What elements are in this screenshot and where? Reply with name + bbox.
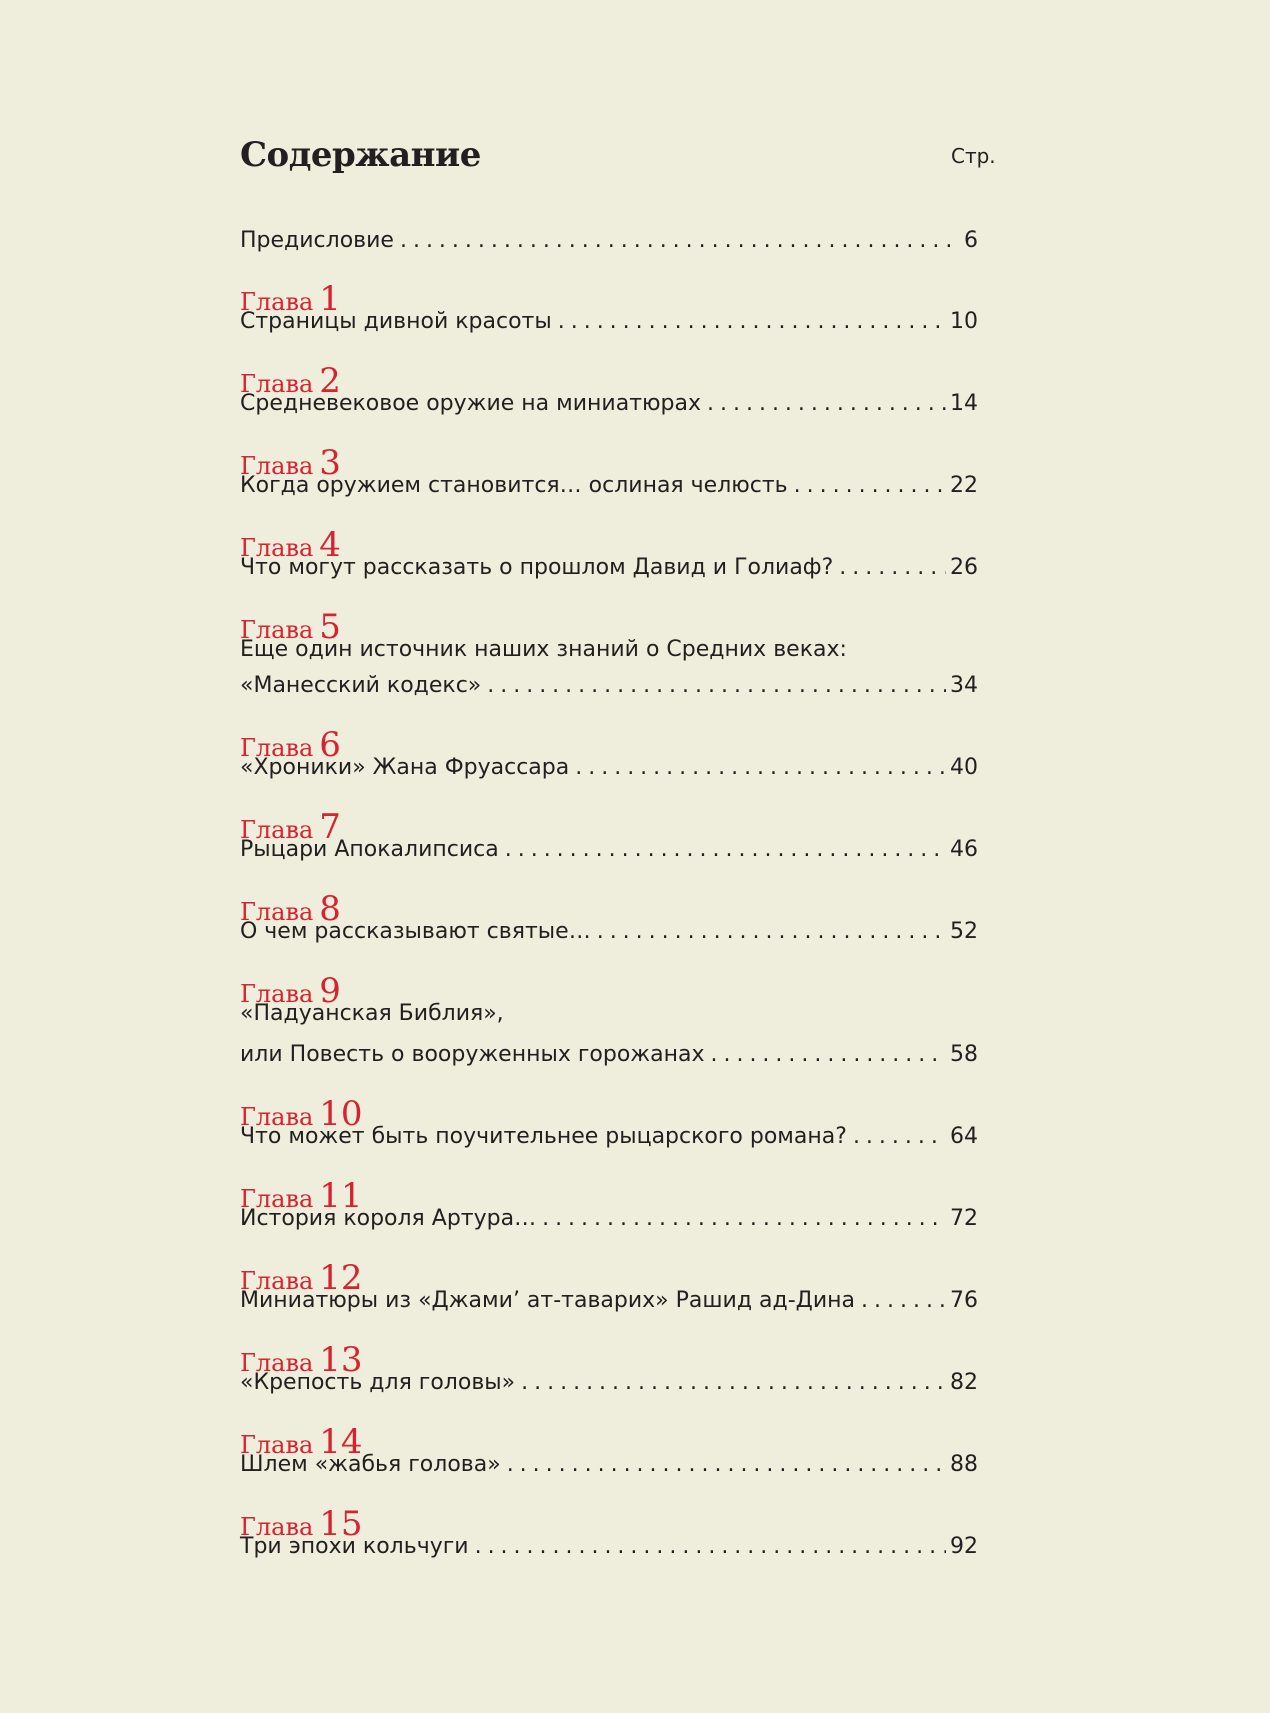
chapter-entry-2[interactable] xyxy=(240,393,978,415)
entry-page-number: 72 xyxy=(950,1206,978,1231)
chapter-number: 10 xyxy=(319,1094,363,1134)
dot-leader xyxy=(794,475,946,497)
chapter-entry-8[interactable] xyxy=(240,921,978,943)
entry-page-number: 34 xyxy=(950,673,978,698)
chapter-word: Глава xyxy=(240,370,314,398)
chapter-number: 5 xyxy=(319,607,341,647)
entry-page-number: 92 xyxy=(950,1534,978,1559)
chapter-entry-14[interactable] xyxy=(240,1454,978,1476)
chapter-word: Глава xyxy=(240,816,314,844)
entry-title: или Повесть о вооруженных горожанах xyxy=(240,1042,705,1067)
entry-page-number: 26 xyxy=(950,555,978,580)
chapter-number: 13 xyxy=(319,1340,363,1380)
chapter-entry-9[interactable] xyxy=(240,1044,978,1066)
dot-leader xyxy=(575,757,946,779)
entry-title: Что могут рассказать о прошлом Давид и Голиаф? xyxy=(240,555,834,580)
chapter-entry-5[interactable] xyxy=(240,675,978,697)
entry-page-number: 82 xyxy=(950,1370,978,1395)
chapter-number: 7 xyxy=(319,807,341,847)
chapter-word: Глава xyxy=(240,534,314,562)
chapter-word: Глава xyxy=(240,616,314,644)
entry-page-number: 14 xyxy=(950,391,978,416)
preface-entry[interactable] xyxy=(240,230,978,252)
chapter-word: Глава xyxy=(240,452,314,480)
chapter-number: 6 xyxy=(319,725,341,765)
entry-title: Шлем «жабья голова» xyxy=(240,1452,501,1477)
chapter-entry-6[interactable] xyxy=(240,757,978,779)
dot-leader xyxy=(597,921,946,943)
chapter-number: 2 xyxy=(319,361,341,401)
dot-leader xyxy=(861,1290,946,1312)
chapter-word: Глава xyxy=(240,1513,314,1541)
chapter-word: Глава xyxy=(240,898,314,926)
entry-page-number: 52 xyxy=(950,919,978,944)
entry-title: «Хроники» Жана Фруассара xyxy=(240,755,570,780)
entry-title: «Манесский кодекс» xyxy=(240,673,482,698)
entry-page-number: 88 xyxy=(950,1452,978,1477)
chapter-entry-13[interactable] xyxy=(240,1372,978,1394)
dot-leader xyxy=(542,1208,946,1230)
chapter-word: Глава xyxy=(240,1185,314,1213)
entry-title: Три эпохи кольчуги xyxy=(240,1534,469,1559)
chapter-entry-3[interactable] xyxy=(240,475,978,497)
entry-title: История короля Артура… xyxy=(240,1206,537,1231)
entry-title: Миниатюры из «Джами’ ат-таварих» Рашид ад-Дина xyxy=(240,1288,856,1313)
entry-title: О чем рассказывают святые… xyxy=(240,919,591,944)
chapter-word: Глава xyxy=(240,980,314,1008)
entry-title: Рыцари Апокалипсиса xyxy=(240,837,499,862)
chapter-entry-1[interactable] xyxy=(240,311,978,333)
entry-title: Предисловие xyxy=(240,228,394,253)
chapter-word: Глава xyxy=(240,734,314,762)
dot-leader xyxy=(507,1454,946,1476)
chapter-word: Глава xyxy=(240,1349,314,1377)
chapter-number: 15 xyxy=(319,1504,363,1544)
page-column-label: Стр. xyxy=(951,144,996,168)
chapter-number: 1 xyxy=(319,279,341,319)
entry-title: Средневековое оружие на миниатюрах xyxy=(240,391,702,416)
entry-page-number: 76 xyxy=(950,1288,978,1313)
entry-title: Что может быть поучительнее рыцарского романа? xyxy=(240,1124,847,1149)
chapter-number: 3 xyxy=(319,443,341,483)
chapter-number: 11 xyxy=(319,1176,363,1216)
dot-leader xyxy=(487,675,946,697)
entry-page-number: 58 xyxy=(950,1042,978,1067)
chapter-number: 12 xyxy=(319,1258,363,1298)
dot-leader xyxy=(707,393,946,415)
entry-page-number: 22 xyxy=(950,473,978,498)
entry-page-number: 10 xyxy=(950,309,978,334)
entry-title: «Крепость для головы» xyxy=(240,1370,516,1395)
chapter-entry-15[interactable] xyxy=(240,1536,978,1558)
dot-leader xyxy=(710,1044,946,1066)
chapter-number: 9 xyxy=(319,971,341,1011)
entry-page-number: 40 xyxy=(950,755,978,780)
dot-leader xyxy=(521,1372,946,1394)
chapter-number: 4 xyxy=(319,525,341,565)
dot-leader xyxy=(558,311,946,333)
chapter-word: Глава xyxy=(240,1267,314,1295)
entry-page-number: 46 xyxy=(950,837,978,862)
dot-leader xyxy=(853,1126,946,1148)
chapter-entry-10[interactable] xyxy=(240,1126,978,1148)
entry-title: Страницы дивной красоты xyxy=(240,309,552,334)
chapter-word: Глава xyxy=(240,1103,314,1131)
chapter-entry-7[interactable] xyxy=(240,839,978,861)
chapter-entry-4[interactable] xyxy=(240,557,978,579)
chapter-word: Глава xyxy=(240,288,314,316)
dot-leader xyxy=(475,1536,946,1558)
chapter-entry-11[interactable] xyxy=(240,1208,978,1230)
entry-title: Когда оружием становится… ослиная челюсть xyxy=(240,473,788,498)
chapter-title-line[interactable]: «Падуанская Библия», xyxy=(240,1001,504,1026)
dot-leader xyxy=(505,839,946,861)
dot-leader xyxy=(839,557,946,579)
chapter-entry-12[interactable] xyxy=(240,1290,978,1312)
entry-page-number: 64 xyxy=(950,1124,978,1149)
dot-leader xyxy=(400,230,960,252)
chapter-title-line[interactable]: Еще один источник наших знаний о Средних веках: xyxy=(240,637,847,662)
page-title: Содержание xyxy=(240,135,481,175)
chapter-number: 14 xyxy=(319,1422,363,1462)
chapter-number: 8 xyxy=(319,889,341,929)
chapter-word: Глава xyxy=(240,1431,314,1459)
entry-page-number: 6 xyxy=(964,228,978,253)
